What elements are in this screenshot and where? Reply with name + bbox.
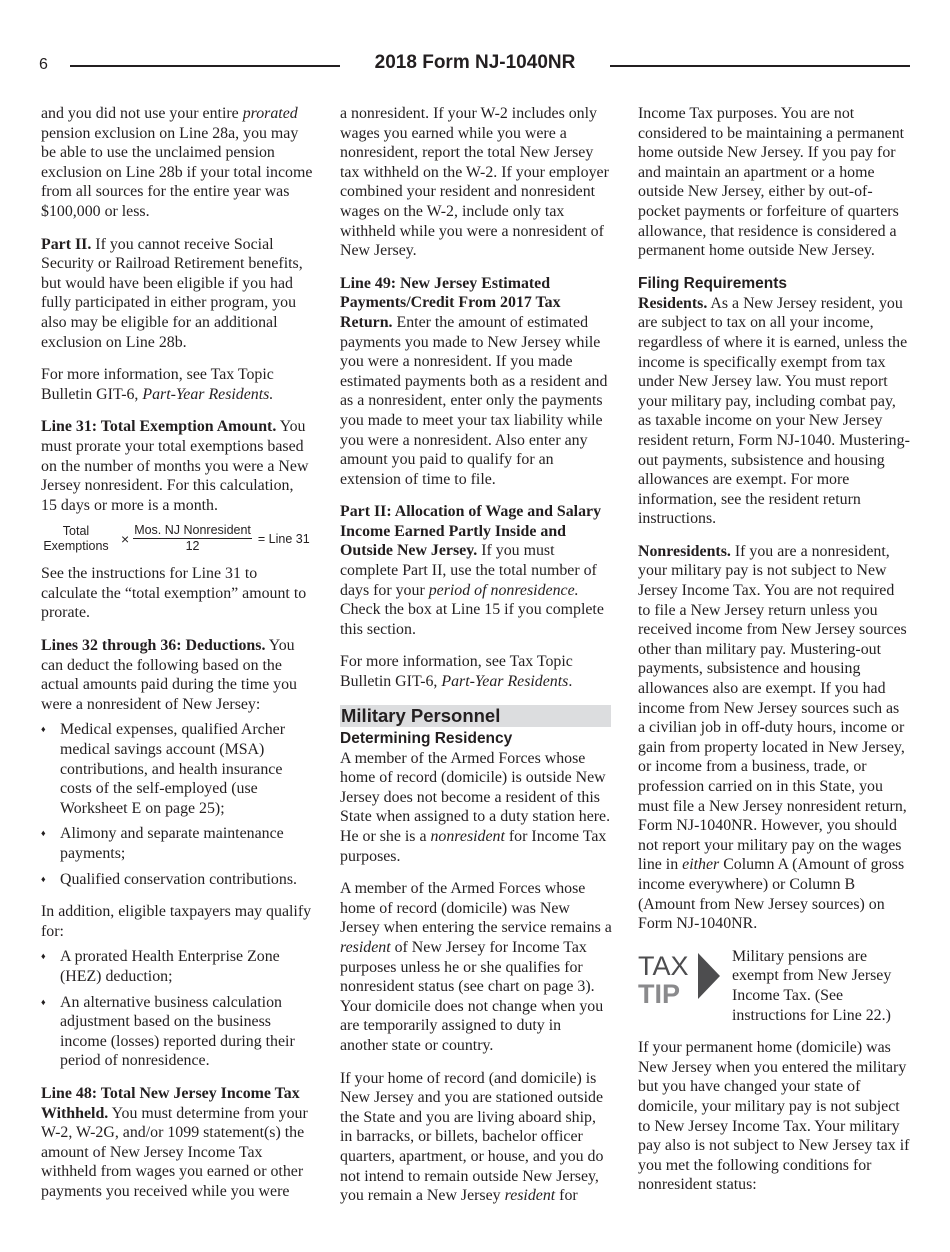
tax-tip-icon (638, 950, 726, 1006)
determining-residency-heading: Determining Residency (340, 729, 513, 747)
list-item: ♦ Qualified conservation contributions. (41, 870, 313, 890)
changed-domicile-paragraph: If your permanent home (domicile) was New Jersey when you entered the military but you have changed your state of domicile, your military pay is not subject to New Jersey Income Tax. Your military pay also is not subject to New Jersey tax if you met the following conditions for nonresident status: (638, 1039, 910, 1194)
page-number: 6 (39, 56, 48, 73)
eligible-list (41, 947, 313, 1071)
line-48-paragraph: Line 48: Total New Jersey Income Tax Withheld. You must determine from your W-2, W-2G, and/or 1099 statement(s) the amount of New Jersey Income Tax withheld from wages you earned or other payments you received while you were (41, 1084, 308, 1200)
formula-label: Total Exemptions (43, 523, 109, 553)
header-rule-right (610, 65, 910, 67)
part-ii-allocation-paragraph: Part II: Allocation of Wage and Salary Income Earned Partly Inside and Outside New Jersey. If you must complete Part II, use the total number of days for your period of nonresidence. Check the box at Line 15 if you complete this section. (340, 503, 604, 638)
more-info-paragraph-2: For more information, see Tax Topic Bulletin GIT-6, Part-Year Residents. (340, 653, 573, 691)
more-info-paragraph: For more information, see Tax Topic Bulletin GIT-6, Part-Year Residents. (41, 366, 274, 403)
stationed-outside-paragraph: If your home of record (and domicile) is New Jersey and you are stationed outside the State and you are living aboard ship, in barracks, or billets, bachelor officer quarters, apartment, or house, and you do not intend to remain outside New Jersey, you remain a New Jersey resident for (340, 1069, 604, 1205)
nj-domicile-paragraph: A member of the Armed Forces whose home of record (domicile) was New Jersey when entering the service remains a resident of New Jersey for Income Tax purposes unless he or she qualifies for nonresident status (see chart on page 3). Your domicile does not change when you are temporarily assigned to duty in another state or country. (340, 880, 612, 1054)
formula-times: × (121, 530, 130, 547)
header-rule-left (70, 65, 340, 67)
permanent-home-paragraph: Income Tax purposes. You are not considered to be maintaining a permanent home outside New Jersey. If you pay for and maintain an apartment or a home outside New Jersey, either by out-of-pocket payments or forfeiture of quarters allowance, that residence is considered a permanent home outside New Jersey. (638, 105, 905, 260)
line-49-paragraph: Line 49: New Jersey Estimated Payments/Credit From 2017 Tax Return. Enter the amount of estimated payments you made to New Jersey while you were a nonresident. If you made estimated payments both as a resident and as a nonresident, enter only the payments you made to meet your tax liability while you were a nonresident. Also enter any amount you paid to qualify for an extension of time to file. (340, 274, 608, 488)
page-header (0, 52, 950, 78)
tax-tip-text: Military pensions are exempt from New Jersey Income Tax. (See instructions for Line 22.) (732, 947, 892, 1024)
formula-result: = Line 31 (257, 531, 310, 546)
formula-fraction (133, 523, 252, 554)
pension-exclusion-paragraph: and you did not use your entire prorated pension exclusion on Line 28a, you may be able to use the unclaimed pension exclusion on Line 28b if your total income from all sources for the entire year was $100,000 or less. (41, 105, 313, 220)
formula-numerator: Mos. NJ Nonresident (134, 523, 251, 538)
tax-tip-block (638, 947, 910, 1025)
column-left (41, 104, 313, 1215)
svg-text:TIP: TIP (638, 978, 681, 1006)
list-item: ♦ An alternative business calculation adjustment based on the business income (losses) reported during their period of nonresidence. (41, 993, 313, 1071)
column-middle (340, 104, 612, 1219)
deductions-list (41, 720, 313, 889)
military-personnel-heading: Military Personnel (340, 705, 611, 727)
column-right (638, 104, 910, 1208)
list-item: ♦ Alimony and separate maintenance payments; (41, 824, 313, 863)
form-title: 2018 Form NJ-1040NR (374, 52, 576, 73)
filing-requirements-heading: Filing Requirements (638, 274, 787, 292)
line-31-instructions: See the instructions for Line 31 to calculate the “total exemption” amount to prorate. (41, 565, 307, 622)
residents-paragraph: Residents. As a New Jersey resident, you are subject to tax on all your income, regardless of where it is earned, unless the income is specifically exempt from tax under New Jersey law. You must report your military pay, including combat pay, as taxable income on your New Jersey resident return, Form NJ-1040. Mustering-out payments, subsistence and housing allowances are exempt. For more information, see the resident return instructions. (638, 294, 910, 528)
nonresidents-paragraph: Nonresidents. If you are a nonresident, your military pay is not subject to New Jersey Income Tax. You are not required to file a New Jersey return unless you received income from New Jersey sources other than military pay. Mustering-out payments, subsistence and housing allowances also are exempt. If you had income from New Jersey sources such as a civilian job in off-duty hours, income or gain from property located in New Jersey, or income from a business, trade, or profession carried on in this State, you must file a New Jersey nonresident return, Form NJ-1040NR. However, you should not report your military pay on the wages line in either Column A (Amount of gross income everywhere) or Column B (Amount from New Jersey sources) on Form NJ-1040NR. (638, 542, 907, 933)
withheld-continued-paragraph: a nonresident. If your W-2 includes only wages you earned while you were a nonresident, report the total New Jersey tax withheld on the W-2. If your employer combined your resident and nonresident wages on the W-2, include only tax withheld while you were a nonresident of New Jersey. (340, 105, 609, 260)
exemption-formula (41, 523, 313, 554)
formula-denominator: 12 (185, 539, 200, 554)
svg-text:TAX: TAX (638, 950, 689, 981)
part-ii-paragraph: Part II. If you cannot receive Social Security or Railroad Retirement benefits, but would have been eligible if you had fully participated in either program, you also may be eligible for an additional exclusion on Line 28b. (41, 235, 303, 351)
deductions-paragraph: Lines 32 through 36: Deductions. You can deduct the following based on the actual amounts paid during the time you were a nonresident of New Jersey: (41, 637, 297, 713)
list-item: ♦ Medical expenses, qualified Archer medical savings account (MSA) contributions, and health insurance costs of the self-employed (use Worksheet E on page 25); (41, 720, 313, 818)
eligible-paragraph: In addition, eligible taxpayers may qualify for: (41, 903, 312, 940)
line-31-paragraph: Line 31: Total Exemption Amount. You must prorate your total exemptions based on the number of months you were a New Jersey nonresident. For this calculation, 15 days or more is a month. (41, 418, 309, 514)
outside-domicile-paragraph: A member of the Armed Forces whose home of record (domicile) is outside New Jersey does not become a resident of this State when assigned to a duty station here. He or she is a nonresident for Income Tax purposes. (340, 749, 611, 865)
list-item: ♦ A prorated Health Enterprise Zone (HEZ) deduction; (41, 947, 313, 986)
